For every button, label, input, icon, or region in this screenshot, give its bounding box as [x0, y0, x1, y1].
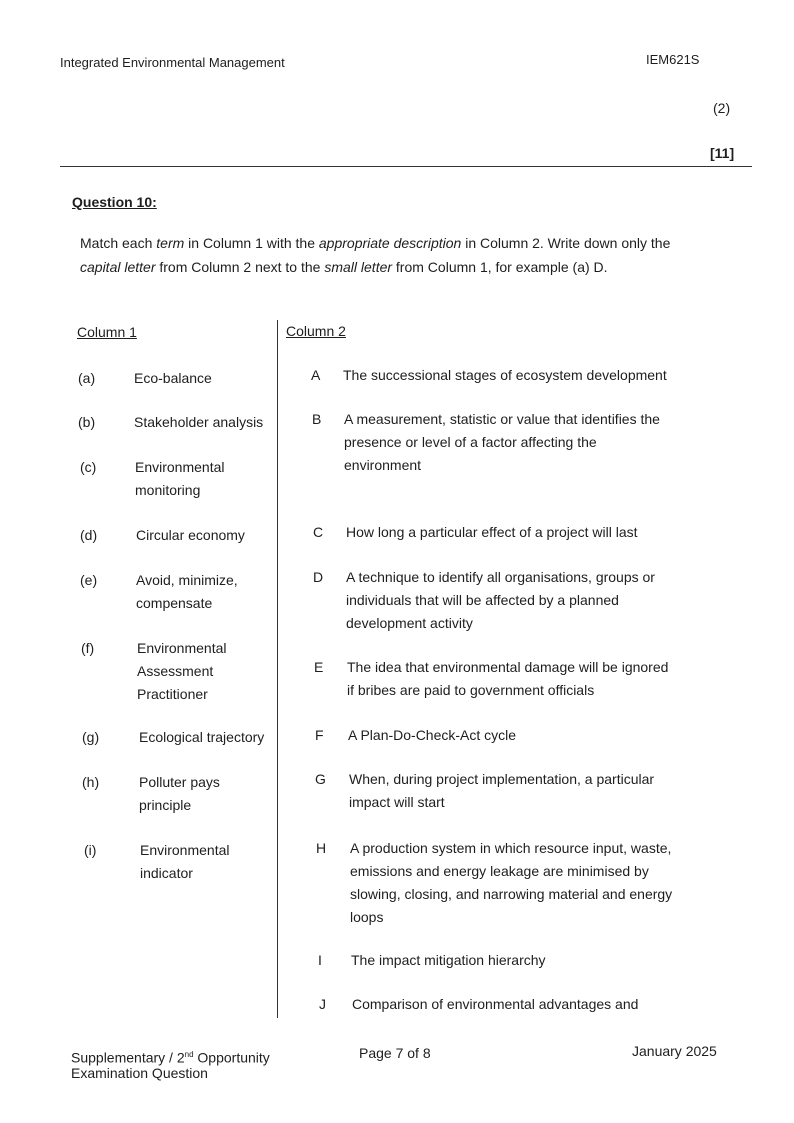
- text: Supplementary / 2: [71, 1049, 185, 1066]
- text: in Column 2. Write down only the: [461, 235, 671, 251]
- column2-text: slowing, closing, and narrowing material and energy: [350, 886, 673, 902]
- column2-text: A Plan-Do-Check-Act cycle: [348, 727, 517, 743]
- column2-text: emissions and energy leakage are minimised by: [350, 863, 649, 879]
- column2-letter: I: [318, 952, 322, 968]
- column2-text: How long a particular effect of a project will last: [346, 524, 638, 540]
- column2-text: The impact mitigation hierarchy: [351, 952, 546, 968]
- column2-letter: G: [315, 771, 326, 787]
- course-code: IEM621S: [646, 52, 700, 67]
- column1-letter: (e): [80, 572, 98, 588]
- section-divider: [60, 166, 752, 167]
- column2-letter: B: [312, 411, 322, 427]
- column1-letter: (b): [78, 414, 96, 430]
- column1-text: indicator: [140, 865, 193, 881]
- text: appropriate description: [318, 235, 462, 251]
- column-divider: [277, 320, 278, 1018]
- column1-letter: (f): [81, 640, 95, 656]
- footer-exam-type-2: Examination Question: [71, 1065, 208, 1081]
- column1-text: Circular economy: [136, 527, 245, 543]
- column1-letter: (d): [80, 527, 98, 543]
- column1-text: Environmental: [137, 640, 227, 656]
- column2-text: A production system in which resource input, waste,: [350, 840, 672, 856]
- text: term: [156, 235, 185, 251]
- column2-letter: D: [313, 569, 324, 585]
- column1-letter: (c): [80, 459, 97, 475]
- column2-text: The successional stages of ecosystem development: [343, 367, 667, 383]
- column1-text: Environmental: [135, 459, 225, 475]
- column2-text: presence or level of a factor affecting the: [344, 434, 597, 450]
- column1-text: compensate: [136, 595, 213, 611]
- column2-text: individuals that will be affected by a planned: [346, 592, 619, 608]
- column2-text: The idea that environmental damage will be ignored: [347, 659, 669, 675]
- column2-text: A technique to identify all organisations, groups or: [346, 569, 655, 585]
- column2-text: environment: [344, 457, 422, 473]
- column1-text: Avoid, minimize,: [136, 572, 238, 588]
- text: Opportunity: [193, 1049, 270, 1066]
- column2-text: if bribes are paid to government officials: [347, 682, 595, 698]
- column2-letter: J: [319, 996, 326, 1012]
- column1-text: Polluter pays: [139, 774, 220, 790]
- instruction-line-1: [80, 232, 670, 255]
- instruction-line-2: [80, 256, 608, 279]
- column1-text: Ecological trajectory: [139, 729, 265, 745]
- column2-text: When, during project implementation, a particular: [349, 771, 655, 787]
- column1-text: Environmental: [140, 842, 230, 858]
- text: nd: [184, 1050, 194, 1059]
- column2-text: A measurement, statistic or value that identifies the: [344, 411, 660, 427]
- column2-letter: C: [313, 524, 324, 540]
- question-title: Question 10:: [72, 194, 157, 210]
- total-marks: [11]: [710, 145, 735, 161]
- column2-text: Comparison of environmental advantages and: [352, 996, 639, 1012]
- text: from Column 2 next to the: [155, 259, 325, 275]
- column2-letter: E: [314, 659, 324, 675]
- column1-letter: (h): [82, 774, 100, 790]
- text: small letter: [324, 259, 393, 275]
- column1-letter: (i): [84, 842, 97, 858]
- column1-text: monitoring: [135, 482, 201, 498]
- column1-heading: Column 1: [77, 324, 137, 340]
- course-title: Integrated Environmental Management: [60, 55, 285, 70]
- footer-date: January 2025: [632, 1043, 717, 1059]
- column2-letter: H: [316, 840, 327, 856]
- text: Match each: [80, 235, 157, 251]
- column2-letter: F: [315, 727, 324, 743]
- part-marks: (2): [713, 100, 731, 116]
- column1-text: Eco-balance: [134, 370, 212, 386]
- text: capital letter: [80, 259, 156, 275]
- column1-text: Assessment: [137, 663, 214, 679]
- column1-letter: (a): [78, 370, 96, 386]
- column2-text: loops: [350, 909, 384, 925]
- column2-text: impact will start: [349, 794, 445, 810]
- text: from Column 1, for example (a) D.: [392, 259, 608, 275]
- column2-heading: Column 2: [286, 323, 346, 339]
- page-number: Page 7 of 8: [359, 1045, 431, 1061]
- column2-letter: A: [311, 367, 321, 383]
- column1-text: Practitioner: [137, 686, 208, 702]
- column1-letter: (g): [82, 729, 100, 745]
- column2-text: development activity: [346, 615, 473, 631]
- column1-text: Stakeholder analysis: [134, 414, 264, 430]
- text: in Column 1 with the: [184, 235, 319, 251]
- column1-text: principle: [139, 797, 192, 813]
